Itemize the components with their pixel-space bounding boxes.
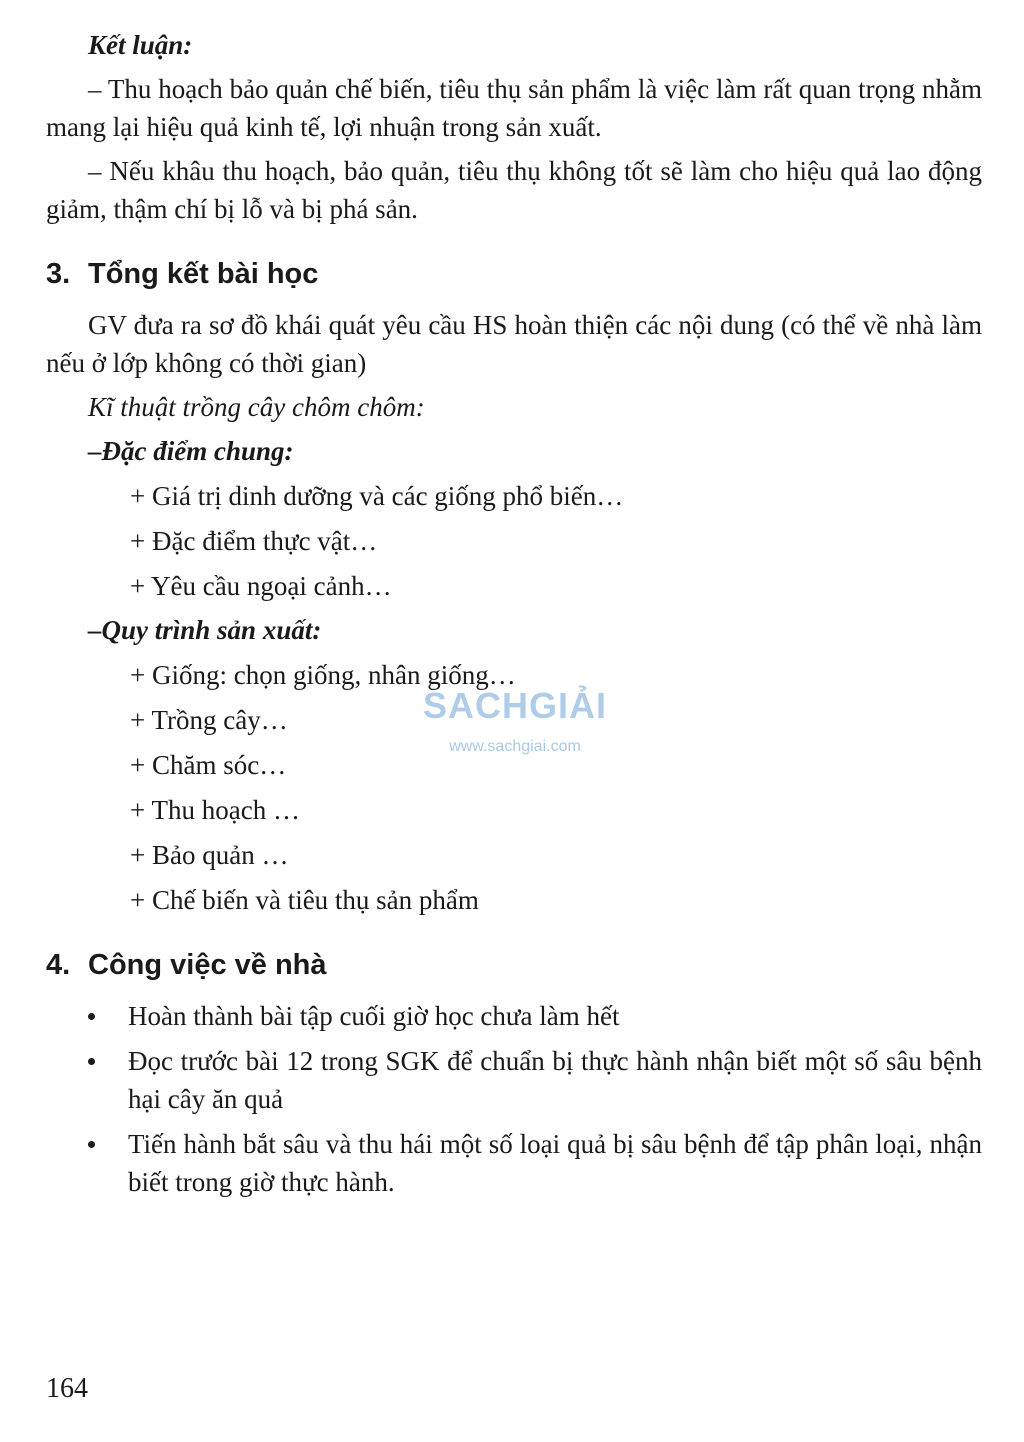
section-4-number: 4. (46, 949, 71, 981)
homework-list (46, 997, 982, 1201)
group-title-production-process: –Quy trình sản xuất: (88, 615, 322, 645)
list-item: + Bảo quản … (130, 840, 289, 870)
bullet-item-2 (46, 1042, 982, 1118)
group-title-characteristics: –Đặc điểm chung: (88, 436, 294, 466)
section-3-intro: GV đưa ra sơ đồ khái quát yêu cầu HS hoàn thiện các nội dung (có thể về nhà làm nếu ở lớp không có thời gian) (46, 310, 982, 378)
conclusion-title: Kết luận: (88, 30, 193, 60)
page-number: 164 (46, 1373, 88, 1404)
section-3-topic: Kĩ thuật trồng cây chôm chôm: (88, 392, 425, 422)
bullet-item-3 (46, 1125, 982, 1201)
bullet-icon (88, 1013, 95, 1020)
conclusion-item-1: – Thu hoạch bảo quản chế biến, tiêu thụ sản phẩm là việc làm rất quan trọng nhằm mang lại hiệu quả kinh tế, lợi nhuận trong sản xuất. (46, 74, 982, 142)
bullet-text: Đọc trước bài 12 trong SGK để chuẩn bị thực hành nhận biết một số sâu bệnh hại cây ăn quả (128, 1046, 982, 1114)
section-3-heading (46, 254, 982, 294)
bullet-text: Tiến hành bắt sâu và thu hái một số loại quả bị sâu bệnh để tập phân loại, nhận biết trong giờ thực hành. (128, 1129, 982, 1197)
section-4-title: Công việc về nhà (88, 949, 327, 981)
list-item: + Yêu cầu ngoại cảnh… (130, 571, 392, 601)
section-3-number: 3. (46, 258, 71, 290)
bullet-icon (88, 1141, 95, 1148)
list-item: + Giá trị dinh dưỡng và các giống phổ biến… (130, 481, 624, 511)
bullet-icon (88, 1058, 95, 1065)
watermark-url: www.sachgiai.com (449, 738, 581, 755)
list-item: + Chăm sóc… (130, 750, 287, 780)
section-4-heading (46, 945, 982, 985)
document-page (46, 26, 982, 1208)
conclusion-item-2: – Nếu khâu thu hoạch, bảo quản, tiêu thụ không tốt sẽ làm cho hiệu quả lao động giảm, thậm chí bị lỗ và bị phá sản. (46, 156, 982, 224)
list-item: + Giống: chọn giống, nhân giống… (130, 660, 516, 690)
list-item: + Đặc điểm thực vật… (130, 526, 378, 556)
bullet-item-1 (46, 997, 982, 1035)
watermark-logo: SACHGIẢI (422, 685, 607, 726)
list-item: + Chế biến và tiêu thụ sản phẩm (130, 885, 479, 915)
list-item: + Trồng cây… (130, 705, 288, 735)
bullet-text: Hoàn thành bài tập cuối giờ học chưa làm hết (128, 1001, 620, 1031)
section-3-title: Tổng kết bài học (88, 258, 319, 290)
list-item: + Thu hoạch … (130, 795, 300, 825)
